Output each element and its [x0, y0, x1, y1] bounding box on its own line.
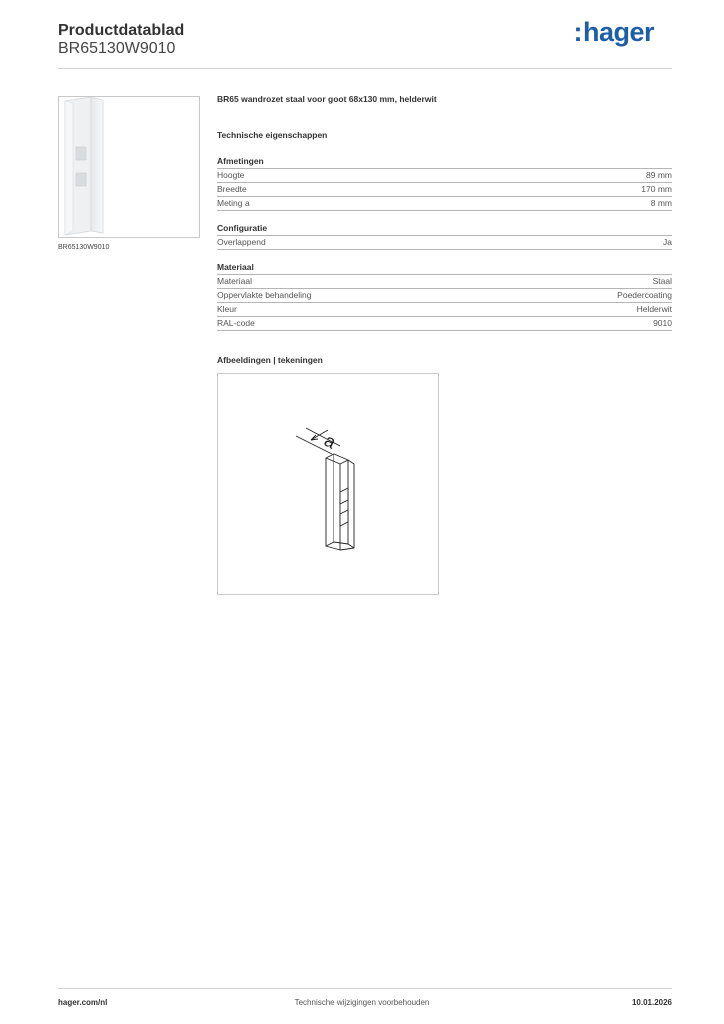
- group-title: Configuratie: [217, 223, 672, 236]
- spec-label: Meting a: [217, 198, 250, 208]
- spec-label: Oppervlakte behandeling: [217, 290, 312, 300]
- logo-colon-icon: :: [573, 17, 582, 47]
- section-heading: Technische eigenschappen: [217, 130, 328, 140]
- header-divider: [58, 68, 672, 69]
- spec-row: [217, 289, 672, 303]
- spec-value: Poedercoating: [617, 290, 672, 300]
- header-product-code: BR65130W9010: [58, 40, 176, 57]
- hager-logo: [573, 17, 654, 48]
- spec-label: Overlappend: [217, 237, 266, 247]
- spec-label: Materiaal: [217, 276, 252, 286]
- spec-row: [217, 317, 672, 331]
- footer-website: hager.com/nl: [58, 998, 108, 1007]
- spec-row: [217, 183, 672, 197]
- dimension-label-a: a: [321, 430, 340, 453]
- spec-label: Hoogte: [217, 170, 245, 180]
- spec-value: Helderwit: [636, 304, 672, 314]
- spec-value: 8 mm: [650, 198, 672, 208]
- spec-value: 9010: [653, 318, 672, 328]
- logo-text: hager: [582, 17, 654, 47]
- spec-row: [217, 236, 672, 250]
- spec-value: 89 mm: [646, 170, 672, 180]
- spec-value: Staal: [652, 276, 672, 286]
- spec-group-materiaal: [217, 262, 672, 331]
- content-column: [217, 94, 672, 595]
- spec-label: RAL-code: [217, 318, 255, 328]
- footer-divider: [58, 988, 672, 989]
- group-title: Materiaal: [217, 262, 672, 275]
- footer-date: 10.01.2026: [631, 998, 672, 1007]
- spec-value: Ja: [663, 237, 672, 247]
- product-thumbnail: [58, 96, 200, 238]
- spec-label: Kleur: [217, 304, 237, 314]
- technical-drawing: [217, 373, 439, 595]
- spec-group-afmetingen: [217, 156, 672, 211]
- product-photo-icon: [59, 97, 199, 237]
- spec-group-configuratie: [217, 223, 672, 250]
- thumbnail-caption: BR65130W9010: [58, 244, 110, 251]
- line-drawing-icon: [218, 374, 438, 594]
- spec-row: [217, 169, 672, 183]
- footer-disclaimer: Technische wijzigingen voorbehouden: [294, 998, 430, 1007]
- spec-row: [217, 275, 672, 289]
- drawings-heading: Afbeeldingen | tekeningen: [217, 355, 323, 365]
- header-title: Productdatablad: [58, 22, 185, 39]
- spec-value: 170 mm: [641, 184, 672, 194]
- spec-row: [217, 197, 672, 211]
- group-title: Afmetingen: [217, 156, 672, 169]
- product-description: BR65 wandrozet staal voor goot 68x130 mm, helderwit: [217, 94, 437, 104]
- spec-label: Breedte: [217, 184, 247, 194]
- spec-row: [217, 303, 672, 317]
